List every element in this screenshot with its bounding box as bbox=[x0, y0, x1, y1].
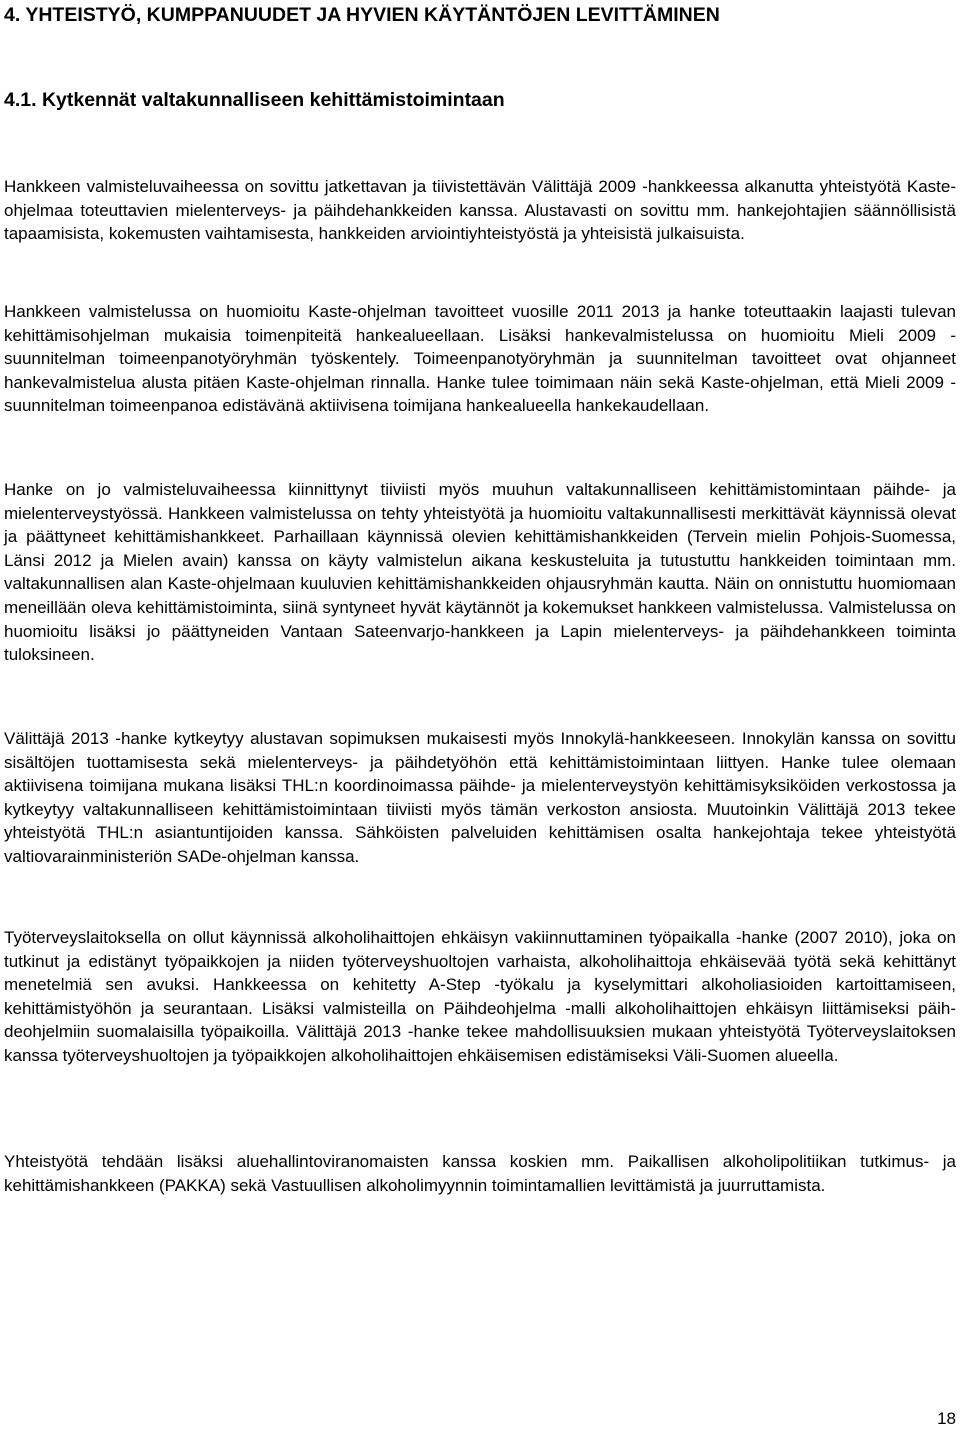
paragraph-kaste-cooperation: Hankkeen valmisteluvaiheessa on sovittu jatkettavan ja tiivistettävän Välittäjä 2009 -hankkeessa alkanutta yhteistyötä Kaste-ohjelmaa toteuttavien mielenterveys- ja päihdehankkeiden kanssa. Alustavasti on sovittu mm. hankejohtajien säännöllisistä tapaamisista, kokemusten vaihtamisesta, hankkeiden arviointiyhteistyöstä ja yhteisistä julkaisuista. bbox=[4, 177, 956, 244]
section-heading: 4. YHTEISTYÖ, KUMPPANUUDET JA HYVIEN KÄYTÄNTÖJEN LEVITTÄMINEN bbox=[4, 4, 720, 26]
paragraph-project-preparation: Hankkeen valmistelussa on huomioitu Kaste-ohjelman tavoitteet vuosille 2011 2013 ja hanke toteuttaakin laajasti tulevan kehittämisohjelman mukaisia toimenpiteitä hankealueellaan. Lisäksi hankevalmistelussa on huomioitu Mieli 2009 -suunnitelman toimeenpanotyöryhmän työskentely. Toimeenpanotyöryhmän ja suunnitelman tavoitteet ovat ohjanneet hankevalmistelua alusta pitäen Kaste-ohjelman rinnalla. Hanke tulee toimimaan näin sekä Kaste-ohjelman, että Mieli 2009 - suunnitelman toimeenpanoa edistävänä aktiivisena toimijana hankealueella hankekaudellaan. bbox=[4, 302, 956, 416]
paragraph-innokyla: Välittäjä 2013 -hanke kytkeytyy alustavan sopimuksen mukaisesti myös Innokylä-hankkeeseen. Innokylän kanssa on sovittu sisältöjen tuottamisesta sekä mielenterveys- ja päihdetyöhön että kehittämistoimintaan liittyen. Hanke tulee olemaan aktiivisena toimijana mukana lisäksi THL:n koordinoimassa päihde- ja mielenterveystyön kehittämisyksiköiden verkostossa ja kytkeytyy valtakunnalliseen kehittämistoimintaan tiiviisti myös tämän verkoston ansiosta. Muutoinkin Välittäjä 2013 tekee yhteistyötä THL:n asiantuntijoiden kanssa. Sähköisten palveluiden kehittämisen osalta hankejohtaja tekee yhteistyötä valtiovarainministeriön SADe-ohjelman kanssa. bbox=[4, 729, 956, 866]
paragraph-aluehallinto: Yhteistyötä tehdään lisäksi aluehallintoviranomaisten kanssa koskien mm. Paikallisen alkoholipolitiikan tutkimus- ja kehittämishankkeen (PAKKA) sekä Vastuullisen alkoholimyynnin toimintamallien levittämistä ja juurruttamista. bbox=[4, 1152, 956, 1195]
page-number: 18 bbox=[937, 1409, 956, 1428]
paragraph-national-development: Hanke on jo valmisteluvaiheessa kiinnittynyt tiiviisti myös muuhun valtakunnalliseen kehittämistomintaan päihde- ja mielenterveystyössä. Hankkeen valmistelussa on tehty yhteistyötä ja huomioitu valtakunnallisesti merkittävät käynnissä olevat ja päättyneet kehittämishankkeet. Parhaillaan käynnissä olevien kehittämishankkeiden (Tervein mielin Pohjois-Suomessa, Länsi 2012 ja Mielen avain) kanssa on käyty valmistelun aikana keskusteluita ja tutustuttu hankkeiden toimintaan mm. valtakunnallisen alan Kaste-ohjelmaan kuuluvien kehittämishankkeiden ohjausryhmän kautta. Näin on onnistuttu huomiomaan meneillään oleva kehittämistoiminta, siinä syntyneet hyvät käytännöt ja kokemukset hankkeen valmistelussa. Valmistelussa on huomioitu lisäksi jo päättyneiden Vantaan Sateenvarjo-hankkeen ja Lapin mielenterveys- ja päihdehankkeen toiminta tuloksineen. bbox=[4, 480, 956, 665]
subsection-heading: 4.1. Kytkennät valtakunnalliseen kehittämistoimintaan bbox=[4, 89, 505, 111]
paragraph-tyoterveyslaitos: Työterveyslaitoksella on ollut käynnissä alkoholihaittojen ehkäisyn vakiinnuttaminen työpaikalla -hanke (2007 2010), joka on tutkinut ja edistänyt työpaikkojen ja niiden työterveyshuoltojen varhaista, alkoholihaittoja ehkäisevää työtä sekä kehittänyt menetelmiä sen avuksi. Hankkeessa on kehitetty A-Step -työkalu ja kyselymittari alkoholiasioiden kartoittamiseen, kehittämistyöhön ja seurantaan. Lisäksi valmisteilla on Päihdeohjelma -malli alkoholihaittojen ehkäisyn liittämiseksi päihdeohjelmiin suomalaisilla työpaikoilla. Välittäjä 2013 -hanke tekee mahdollisuuksien mukaan yhteistyötä Työterveyslaitoksen kanssa työterveyshuoltojen ja työpaikkojen alkoholihaittojen ehkäisemisen edistämiseksi Väli-Suomen alueella. bbox=[4, 928, 956, 1065]
